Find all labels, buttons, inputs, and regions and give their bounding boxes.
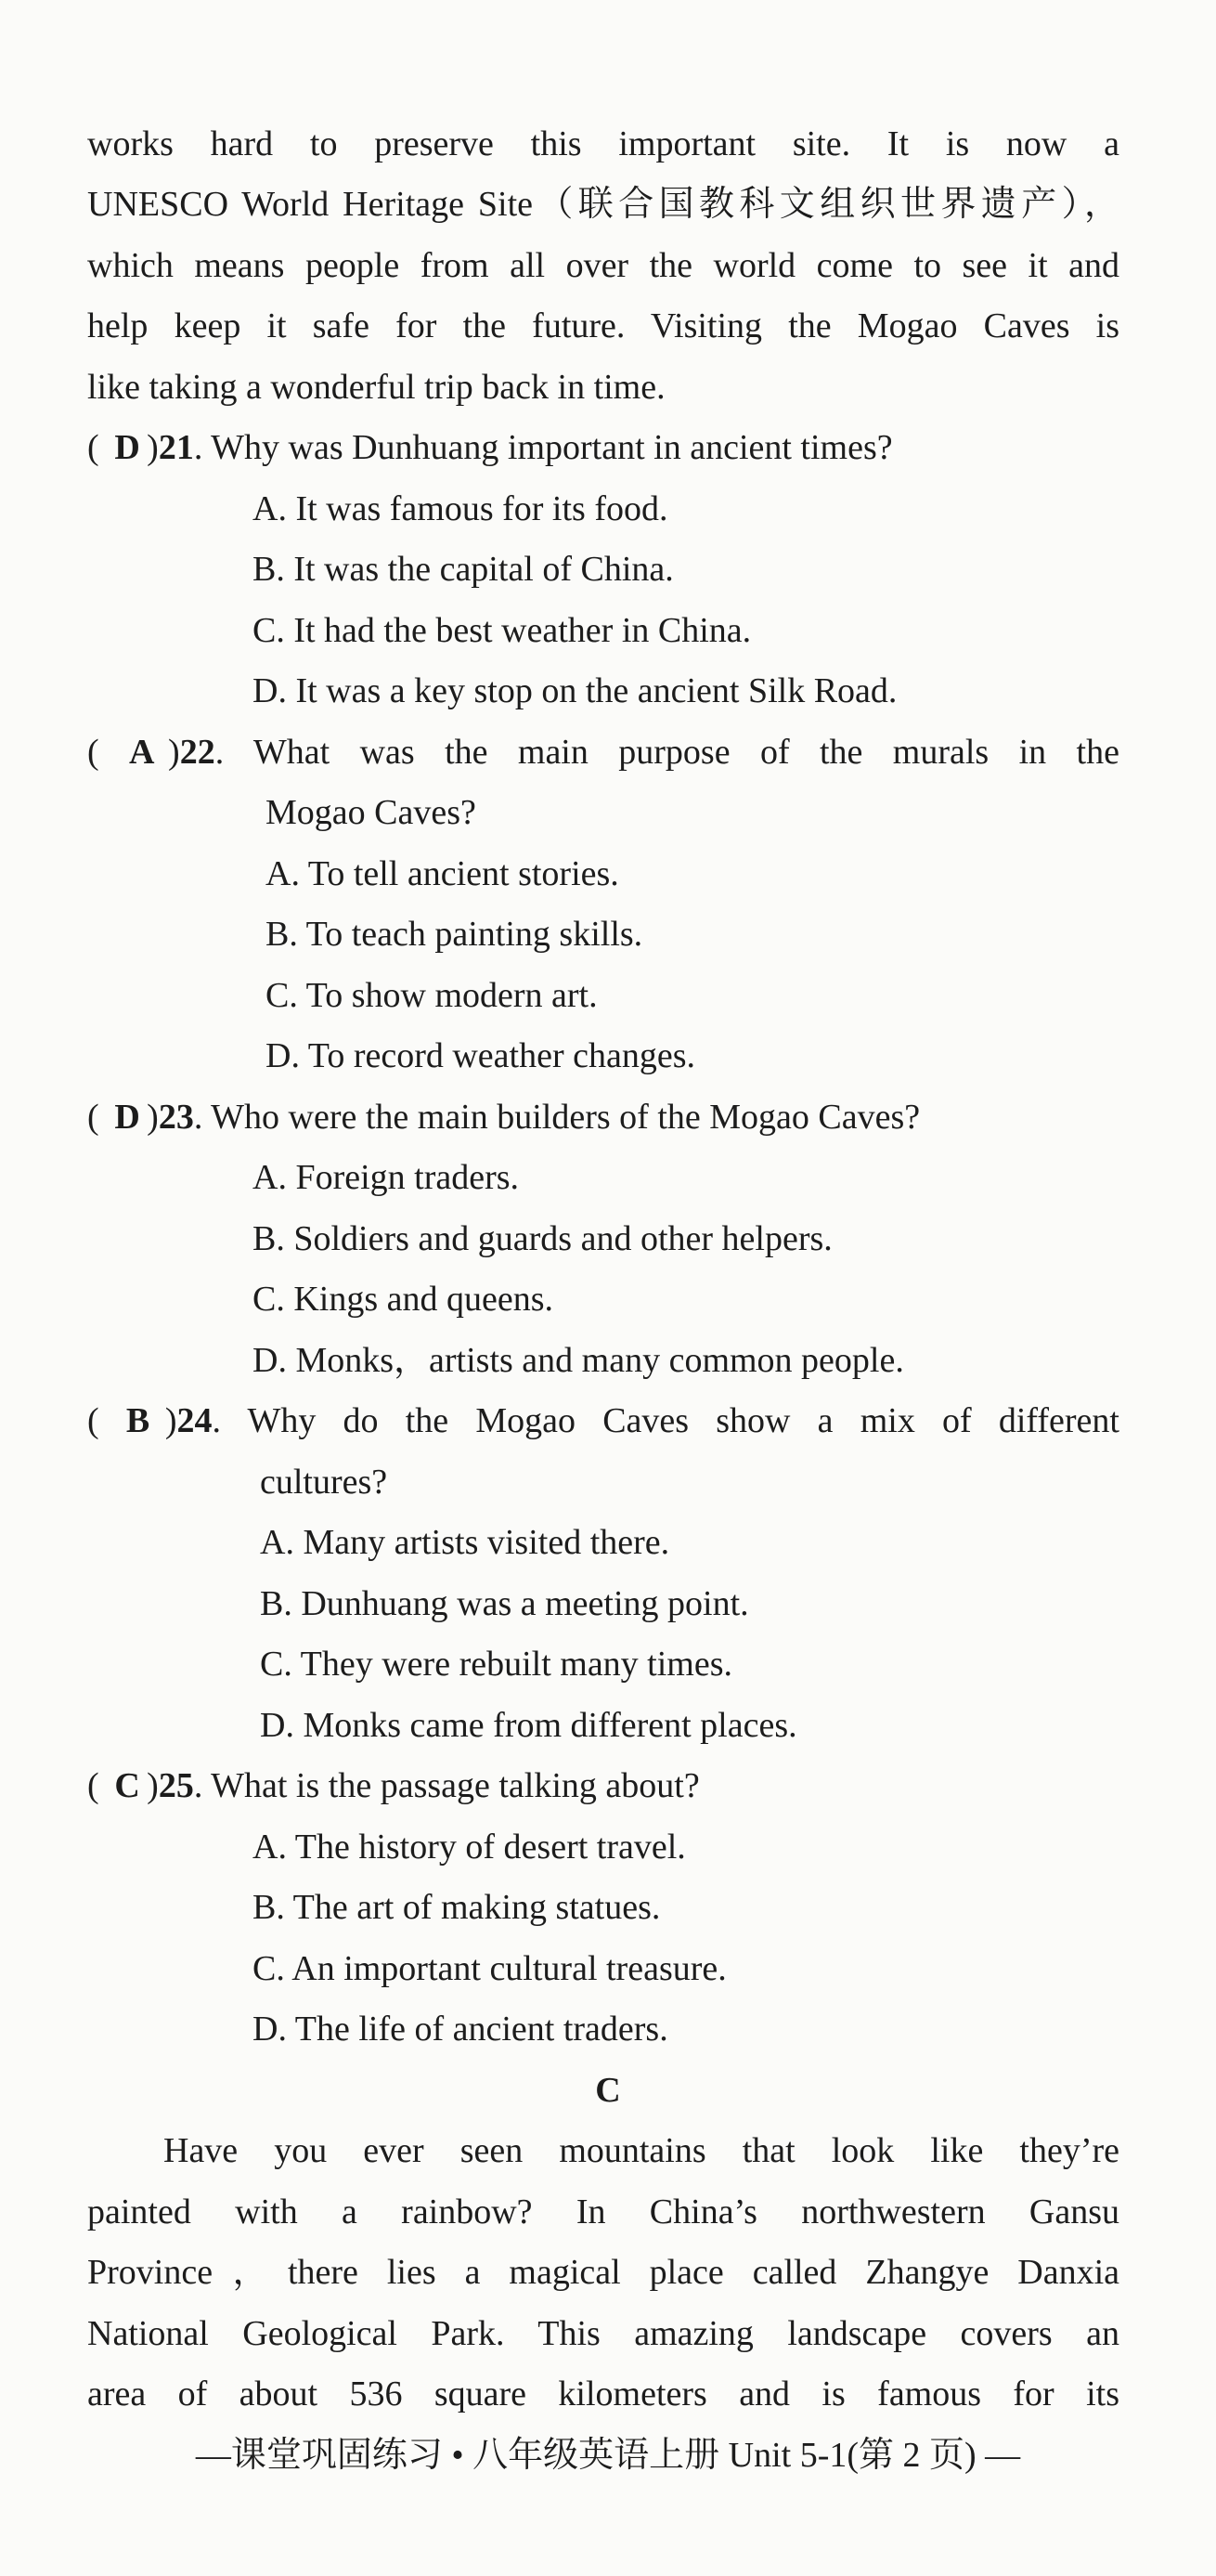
section-c-line-4: National Geological Park. This amazing landscape covers an (87, 2314, 1119, 2353)
q23-option-d: D. Monks，artists and many common people. (252, 1341, 904, 1380)
page-footer: —课堂巩固练习 • 八年级英语上册 Unit 5-1(第 2 页) — (195, 2436, 1021, 2475)
intro-line-2: UNESCO World Heritage Site（联合国教科文组织世界遗产）， (87, 185, 1119, 224)
answer-22: A (129, 733, 155, 772)
question-24-continued: cultures? (260, 1463, 388, 1502)
answer-21: D (114, 428, 140, 467)
question-22: ( A )22. What was the main purpose of the murals in the (87, 722, 1119, 784)
question-21: ( D )21. Why was Dunhuang important in ancient times? (87, 418, 1119, 479)
q22-option-d: D. To record weather changes. (265, 1036, 695, 1075)
q21-option-b: B. It was the capital of China. (252, 550, 674, 589)
q23-option-c: C. Kings and queens. (252, 1280, 554, 1319)
question-number-22: 22 (179, 733, 215, 772)
q25-option-a: A. The history of desert travel. (252, 1828, 686, 1867)
intro-line-4: help keep it safe for the future. Visiting the Mogao Caves is (87, 306, 1119, 345)
question-number-24: 24 (176, 1401, 213, 1440)
q22-option-b: B. To teach painting skills. (265, 915, 643, 954)
answer-25: C (114, 1766, 140, 1805)
q23-option-b: B. Soldiers and guards and other helpers. (252, 1219, 833, 1258)
q22-option-a: A. To tell ancient stories. (265, 854, 619, 893)
q25-option-c: C. An important cultural treasure. (252, 1949, 727, 1988)
q22-option-c: C. To show modern art. (265, 976, 598, 1015)
q25-option-d: D. The life of ancient traders. (252, 2010, 668, 2049)
q21-option-a: A. It was famous for its food. (252, 489, 668, 528)
q24-option-c: C. They were rebuilt many times. (260, 1645, 733, 1684)
q25-option-b: B. The art of making statues. (252, 1888, 661, 1927)
answer-24: B (125, 1401, 150, 1440)
q24-option-d: D. Monks came from different places. (260, 1706, 797, 1745)
q21-option-c: C. It had the best weather in China. (252, 611, 752, 650)
section-c-line-2: painted with a rainbow? In China’s northwestern Gansu (87, 2192, 1119, 2231)
question-stem-24: Why do the Mogao Caves show a mix of different (247, 1401, 1119, 1440)
section-c-line-1: Have you ever seen mountains that look like they’re (163, 2131, 1119, 2170)
intro-line-1: works hard to preserve this important site. It is now a (87, 124, 1119, 163)
intro-line-3: which means people from all over the world come to see it and (87, 246, 1119, 285)
q24-option-a: A. Many artists visited there. (260, 1523, 670, 1562)
question-number-25: 25 (158, 1766, 194, 1805)
question-stem-25: What is the passage talking about? (211, 1766, 700, 1805)
question-22-continued: Mogao Caves? (265, 793, 476, 832)
question-number-21: 21 (158, 428, 194, 467)
worksheet-page: works hard to preserve this important site. It is now a UNESCO World Heritage Site（联合国教科文组织世界遗产）， which means people from all over the world come to see it and help keep it safe for the future. Visiting the Mogao Caves is like taking a wonderful trip back in time. ( D )21. Why was Dunhuang important in ancient times? A. It was famous for its food. B. It was the capital of China. C. It had the best weather in China. D. It was a key stop on the ancient Silk Road. ( A )22. What was the main purpose of the murals in the Mogao Caves? A. To tell ancient stories. B. To teach painting skills. C. To show modern art. D. To record weather changes. ( D )23. Who were the main builders of the Mogao Caves? A. Foreign traders. B. Soldiers and guards and other helpers. C. Kings and queens. D. Monks，artists and many common people. ( B )24. Why do the Mogao Caves show a mix of different cultures? A. Many artists visited there. B. Dunhuang was a meeting point. C. They were rebuilt many times. D. Monks came from different places. ( C )25. What is the passage talking about? A. The history of desert travel. B. The art of making statues. C. An important cultural treasure. D. The life of ancient traders. C Have you ever seen mountains that look like they’re painted with a rainbow? In China’s northwestern Gansu Province，there lies a magical place called Zhangye Danxia National Geological Park. This amazing landscape covers an area of about 536 square kilometers and is famous for its —课堂巩固练习 • 八年级英语上册 Unit 5-1(第 2 页) — (0, 0, 1216, 2576)
section-c-heading: C (595, 2071, 621, 2110)
question-stem-23: Who were the main builders of the Mogao Caves? (211, 1098, 921, 1137)
section-c-line-3: Province，there lies a magical place called Zhangye Danxia (87, 2253, 1119, 2292)
q24-option-b: B. Dunhuang was a meeting point. (260, 1584, 749, 1623)
question-stem-21: Why was Dunhuang important in ancient times? (211, 428, 893, 467)
q21-option-d: D. It was a key stop on the ancient Silk Road. (252, 671, 898, 710)
question-number-23: 23 (158, 1098, 194, 1137)
q23-option-a: A. Foreign traders. (252, 1158, 520, 1197)
question-stem-22: What was the main purpose of the murals in the (252, 733, 1119, 772)
question-25: ( C )25. What is the passage talking about? (87, 1756, 1119, 1817)
question-24: ( B )24. Why do the Mogao Caves show a mix of different (87, 1391, 1119, 1452)
answer-23: D (114, 1098, 140, 1137)
intro-line-5: like taking a wonderful trip back in time. (87, 368, 666, 407)
question-23: ( D )23. Who were the main builders of the Mogao Caves? (87, 1087, 1119, 1149)
